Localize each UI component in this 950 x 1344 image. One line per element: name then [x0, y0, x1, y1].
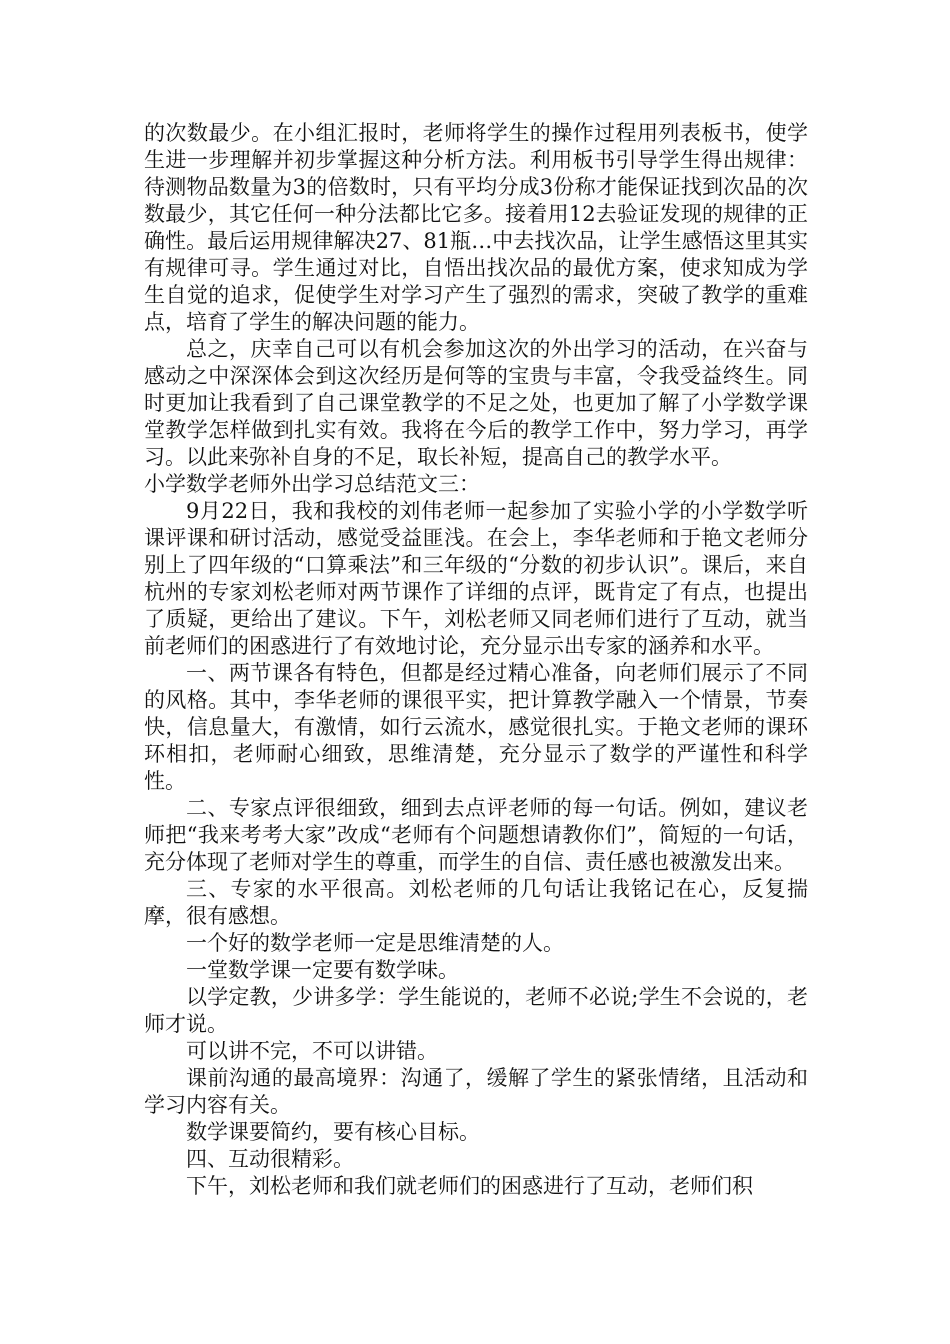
section-heading: 小学数学老师外出学习总结范文三：: [144, 472, 480, 496]
paragraph-7: 四、互动很精彩。: [186, 1147, 354, 1171]
paragraph-8: 下午，刘松老师和我们就老师们的困惑进行了互动，老师们积: [186, 1174, 753, 1198]
quote-line-1: 一个好的数学老师一定是思维清楚的人。: [186, 931, 564, 955]
document-page: [144, 120, 808, 1200]
quote-line-4: 可以讲不完，不可以讲错。: [186, 1039, 438, 1063]
paragraph-2: 总之，庆幸自己可以有机会参加这次的外出学习的活动，在兴奋与感动之中深深体会到这次经历是何等的宝贵与丰富，令我受益终生。同时更加让我看到了自己课堂教学的不足之处，也更加了解了小学数学课堂教学怎样做到扎实有效。我将在今后的教学工作中，努力学习，再学习。以此来弥补自身的不足，取长补短，提高自己的教学水平。: [144, 337, 808, 469]
paragraph-1: 的次数最少。在小组汇报时，老师将学生的操作过程用列表板书，使学生进一步理解并初步掌握这种分析方法。利用板书引导学生得出规律：待测物品数量为3的倍数时，只有平均分成3份称才能保证找到次品的次数最少，其它任何一种分法都比它多。接着用12去验证发现的规律的正确性。最后运用规律解决27、81瓶…中去找次品，让学生感悟这里其实有规律可寻。学生通过对比，自悟出找次品的最优方案，使求知成为学生自觉的追求，促使学生对学习产生了强烈的需求，突破了教学的重难点，培育了学生的解决问题的能力。: [144, 121, 808, 334]
paragraph-5: 二、专家点评很细致，细到去点评老师的每一句话。例如，建议老师把“我来考考大家”改成“老师有个问题想请教你们”，简短的一句话，充分体现了老师对学生的尊重，而学生的自信、责任感也被激发出来。: [144, 796, 808, 874]
quote-line-6: 数学课要简约，要有核心目标。: [186, 1120, 480, 1144]
quote-line-5: 课前沟通的最高境界：沟通了，缓解了学生的紧张情绪，且活动和学习内容有关。: [144, 1066, 808, 1117]
paragraph-3: 9月22日，我和我校的刘伟老师一起参加了实验小学的小学数学听课评课和研讨活动，感觉受益匪浅。在会上，李华老师和于艳文老师分别上了四年级的“口算乘法”和三年级的“分数的初步认识”。课后，来自杭州的专家刘松老师对两节课作了详细的点评，既肯定了有点，也提出了质疑，更给出了建议。下午，刘松老师又同老师们进行了互动，就当前老师们的困惑进行了有效地讨论，充分显示出专家的涵养和水平。: [144, 499, 808, 658]
quote-line-3: 以学定教，少讲多学：学生能说的，老师不必说;学生不会说的，老师才说。: [144, 985, 808, 1036]
paragraph-4: 一、两节课各有特色，但都是经过精心准备，向老师们展示了不同的风格。其中，李华老师的课很平实，把计算教学融入一个情景，节奏快，信息量大，有激情，如行云流水，感觉很扎实。于艳文老师的课环环相扣，老师耐心细致，思维清楚，充分显示了数学的严谨性和科学性。: [144, 661, 808, 793]
quote-line-2: 一堂数学课一定要有数学味。: [186, 958, 459, 982]
paragraph-6: 三、专家的水平很高。刘松老师的几句话让我铭记在心，反复揣摩，很有感想。: [144, 877, 808, 928]
